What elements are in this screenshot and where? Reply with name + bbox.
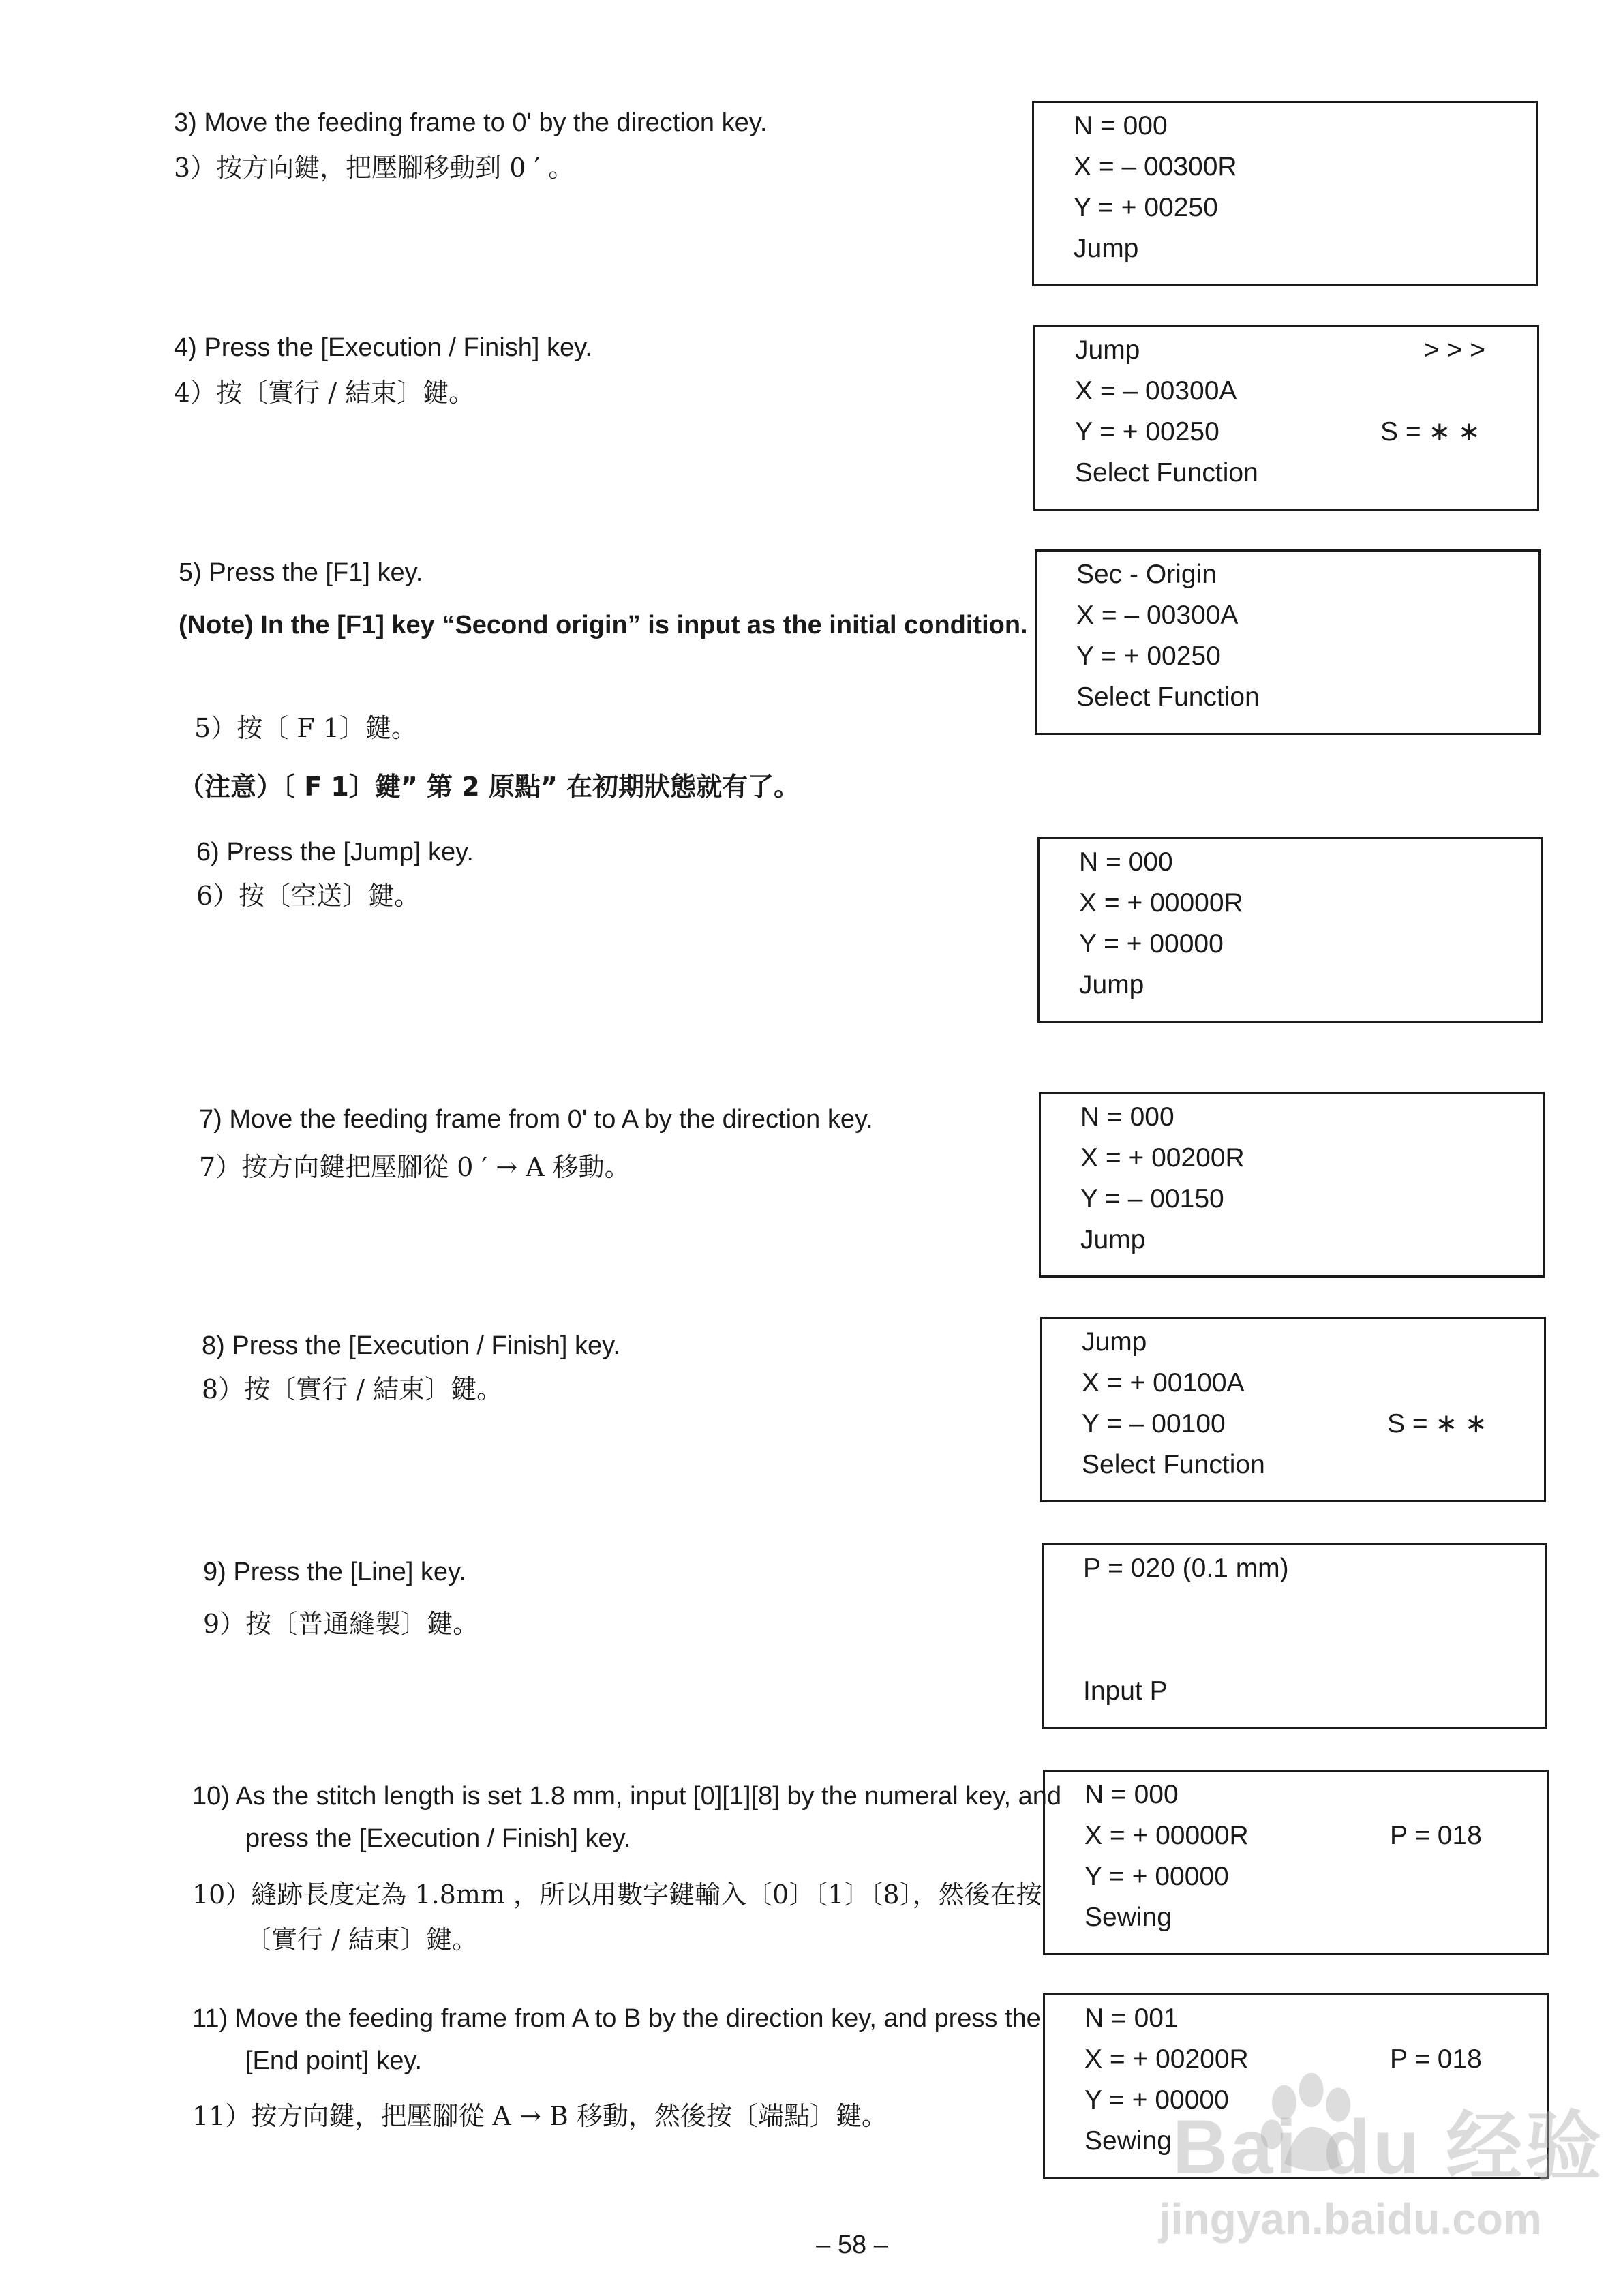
step-6-zh: 6）按〔空送〕鍵。: [196, 881, 421, 911]
display-line: Y = + 00000: [1084, 2085, 1229, 2115]
display-box-3: [1035, 549, 1541, 735]
display-line: Select Function: [1082, 1450, 1265, 1479]
display-box-2: [1033, 325, 1539, 511]
display-line: X = – 00300R: [1074, 152, 1237, 181]
display-line: Y = + 00000: [1079, 929, 1224, 958]
display-line: Y = – 00100: [1082, 1409, 1226, 1438]
display-box-7: [1042, 1543, 1547, 1729]
display-line: Sewing: [1084, 1903, 1172, 1932]
watermark-url: jingyan.baidu.com: [1159, 2194, 1542, 2244]
display-line: N = 000: [1074, 111, 1168, 140]
step-11-en: 11) Move the feeding frame from A to B by the direction key, and press the [End point] key.: [192, 2004, 1041, 2075]
display-box-5: [1039, 1092, 1545, 1278]
step-8: [202, 1324, 1040, 1411]
step-9-zh: 9）按〔普通縫製〕鍵。: [203, 1609, 479, 1639]
step-6-en: 6) Press the [Jump] key.: [196, 838, 474, 866]
display-line: X = + 00100A: [1082, 1368, 1245, 1398]
display-line: N = 001: [1084, 2004, 1179, 2033]
display-line: X = – 00300A: [1076, 601, 1239, 630]
display-line: Sewing: [1084, 2126, 1172, 2156]
step-7-zh: 7）按方向鍵把壓腳從 0 ′ → A 移動。: [199, 1152, 631, 1182]
display-box-8: [1043, 1770, 1549, 1955]
display-line: Input P: [1083, 1676, 1168, 1706]
step-6: [196, 830, 1035, 918]
step-9-en: 9) Press the [Line] key.: [203, 1558, 466, 1586]
display-line: X = – 00300A: [1075, 376, 1237, 406]
step-4-zh: 4）按〔實行 / 結束〕鍵。: [174, 378, 475, 408]
step-3-zh: 3）按方向鍵，把壓腳移動到 0 ′ 。: [174, 153, 575, 183]
step-11-zh: 11）按方向鍵，把壓腳從 A → B 移動，然後按〔端點〕鍵。: [192, 2101, 888, 2131]
display-line: Y = + 00250: [1075, 417, 1219, 447]
display-line: X = + 00200R: [1080, 1143, 1245, 1173]
display-box-6: [1040, 1317, 1546, 1502]
display-line: Jump: [1074, 234, 1139, 263]
display-line: Select Function: [1075, 458, 1258, 487]
display-line: Sec - Origin: [1076, 560, 1217, 589]
display-box-1: [1032, 101, 1538, 286]
display-p-value: P = 018: [1390, 2044, 1482, 2074]
display-line: N = 000: [1079, 847, 1173, 877]
step-9: [203, 1550, 1042, 1646]
step-5-zh: 5）按〔 F 1〕鍵。: [194, 713, 417, 743]
display-s-value: S = ∗ ∗: [1387, 1409, 1487, 1438]
display-line: Jump: [1079, 970, 1144, 999]
display-line: X = + 00000R: [1079, 888, 1243, 918]
step-7-en: 7) Move the feeding frame from 0' to A by the direction key.: [199, 1105, 873, 1134]
step-3-en: 3) Move the feeding frame to 0' by the direction key.: [174, 108, 768, 137]
display-line: X = + 00200R: [1084, 2044, 1249, 2074]
step-5-note-zh: （注意）〔 F 1〕鍵” 第 2 原點” 在初期狀態就有了。: [179, 772, 800, 802]
display-line: Y = – 00150: [1080, 1184, 1224, 1213]
display-line: Jump: [1080, 1225, 1146, 1254]
step-5: [179, 551, 1017, 594]
display-line: Select Function: [1076, 682, 1260, 712]
watermark-brand: Bai du 经验: [1172, 2104, 1605, 2190]
step-4: [174, 326, 1012, 414]
display-box-4: [1037, 837, 1543, 1023]
display-line: N = 000: [1084, 1780, 1179, 1809]
page-number: – 58 –: [816, 2231, 888, 2259]
display-line: Y = + 00250: [1074, 193, 1218, 222]
display-line: X = + 00000R: [1084, 1821, 1249, 1850]
display-line: Jump: [1075, 335, 1140, 365]
step-7: [199, 1098, 1037, 1189]
display-line: N = 000: [1080, 1102, 1174, 1132]
step-10-zh: 10）縫跡長度定為 1.8mm ，所以用數字鍵輸入〔0〕〔1〕〔8〕，然後在按〔實行 / 結束〕鍵。: [192, 1879, 1042, 1954]
step-8-en: 8) Press the [Execution / Finish] key.: [202, 1331, 620, 1360]
step-4-en: 4) Press the [Execution / Finish] key.: [174, 333, 592, 362]
display-line: Y = + 00250: [1076, 641, 1221, 671]
display-line: Y = + 00000: [1084, 1862, 1229, 1891]
step-5-note-en: (Note) In the [F1] key “Second origin” is input as the initial condition.: [179, 611, 1028, 639]
step-5-en: 5) Press the [F1] key.: [179, 558, 423, 587]
step-10-en: 10) As the stitch length is set 1.8 mm, input [0][1][8] by the numeral key, and press the [Execution / Finish] key.: [192, 1782, 1062, 1853]
step-8-zh: 8）按〔實行 / 結束〕鍵。: [202, 1374, 503, 1404]
display-s-value: S = ∗ ∗: [1380, 417, 1481, 447]
step-3: [174, 101, 1012, 190]
display-line: P = 020 (0.1 mm): [1083, 1554, 1289, 1583]
display-more-indicator: > > >: [1424, 335, 1485, 365]
display-line: Jump: [1082, 1327, 1147, 1357]
display-p-value: P = 018: [1390, 1821, 1482, 1850]
